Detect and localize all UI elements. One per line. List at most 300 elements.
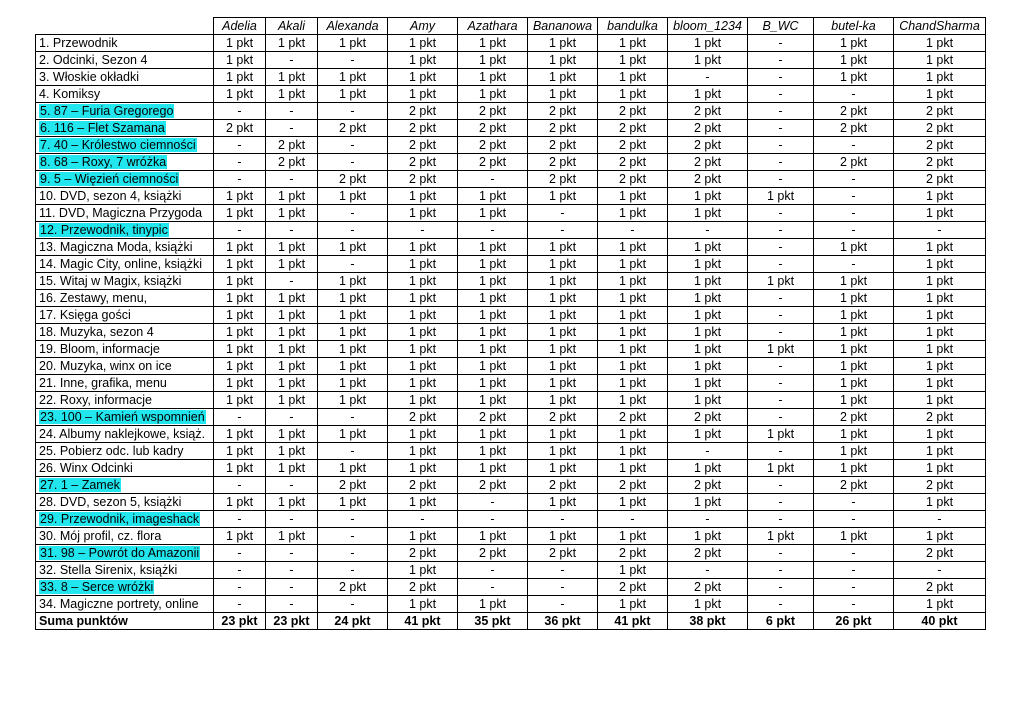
score-cell: 1 pkt xyxy=(528,69,598,86)
score-cell: 2 pkt xyxy=(214,120,266,137)
sum-label: Suma punktów xyxy=(36,613,214,630)
score-cell: - xyxy=(814,596,894,613)
score-cell: 1 pkt xyxy=(814,460,894,477)
table-row xyxy=(36,443,986,460)
column-header: Amy xyxy=(388,18,458,35)
row-label: 23. 100 – Kamień wspomnień xyxy=(40,410,205,424)
score-cell: - xyxy=(318,205,388,222)
score-cell: 1 pkt xyxy=(214,443,266,460)
score-cell: 1 pkt xyxy=(458,341,528,358)
score-cell: - xyxy=(318,52,388,69)
score-cell: 1 pkt xyxy=(388,443,458,460)
score-cell: 2 pkt xyxy=(894,477,986,494)
score-cell: 1 pkt xyxy=(266,188,318,205)
score-cell: 1 pkt xyxy=(318,188,388,205)
score-cell: 2 pkt xyxy=(894,171,986,188)
row-label-cell xyxy=(36,545,214,562)
score-cell: 1 pkt xyxy=(388,375,458,392)
score-cell: - xyxy=(748,494,814,511)
row-label-cell xyxy=(36,171,214,188)
score-cell: 1 pkt xyxy=(598,239,668,256)
row-label-cell xyxy=(36,256,214,273)
score-cell: - xyxy=(814,171,894,188)
score-cell: 1 pkt xyxy=(388,324,458,341)
score-cell: 1 pkt xyxy=(814,239,894,256)
table-row xyxy=(36,69,986,86)
score-cell: - xyxy=(318,562,388,579)
score-cell: 1 pkt xyxy=(748,341,814,358)
score-cell: 1 pkt xyxy=(598,528,668,545)
score-cell: - xyxy=(318,596,388,613)
score-cell: 1 pkt xyxy=(598,443,668,460)
score-cell: 1 pkt xyxy=(598,273,668,290)
score-cell: - xyxy=(748,239,814,256)
score-cell: 1 pkt xyxy=(266,307,318,324)
row-label-cell xyxy=(36,222,214,239)
score-cell: 1 pkt xyxy=(388,273,458,290)
row-label: 33. 8 – Serce wróżki xyxy=(40,580,154,594)
sum-cell: 41 pkt xyxy=(598,613,668,630)
score-cell: - xyxy=(458,562,528,579)
score-cell: 1 pkt xyxy=(528,494,598,511)
score-cell: 1 pkt xyxy=(318,35,388,52)
table-row xyxy=(36,239,986,256)
score-cell: 1 pkt xyxy=(598,35,668,52)
score-cell: 1 pkt xyxy=(214,256,266,273)
score-cell: 1 pkt xyxy=(388,52,458,69)
row-label-cell xyxy=(36,494,214,511)
score-cell: 1 pkt xyxy=(814,307,894,324)
score-cell: 1 pkt xyxy=(528,358,598,375)
score-cell: 2 pkt xyxy=(598,171,668,188)
row-label-cell xyxy=(36,392,214,409)
row-label: 24. Albumy naklejkowe, książ. xyxy=(39,427,206,441)
score-cell: 1 pkt xyxy=(814,528,894,545)
sum-cell: 24 pkt xyxy=(318,613,388,630)
score-cell: 1 pkt xyxy=(528,256,598,273)
score-cell: 2 pkt xyxy=(388,103,458,120)
column-header: ChandSharma xyxy=(894,18,986,35)
score-cell: 1 pkt xyxy=(318,358,388,375)
score-cell: 1 pkt xyxy=(318,307,388,324)
score-cell: - xyxy=(458,579,528,596)
score-cell: - xyxy=(814,494,894,511)
score-cell: 1 pkt xyxy=(598,256,668,273)
score-cell: 1 pkt xyxy=(528,52,598,69)
score-cell: 2 pkt xyxy=(598,103,668,120)
row-label-cell xyxy=(36,86,214,103)
score-cell: 1 pkt xyxy=(598,86,668,103)
row-label: 32. Stella Sirenix, książki xyxy=(39,563,178,577)
row-label-cell xyxy=(36,273,214,290)
row-label-cell xyxy=(36,511,214,528)
score-cell: 2 pkt xyxy=(668,103,748,120)
score-cell: 1 pkt xyxy=(528,239,598,256)
row-label-cell xyxy=(36,460,214,477)
row-label: 27. 1 – Zamek xyxy=(40,478,120,492)
score-cell: 1 pkt xyxy=(598,460,668,477)
score-cell: 1 pkt xyxy=(266,375,318,392)
score-cell: - xyxy=(894,222,986,239)
score-cell: 1 pkt xyxy=(458,205,528,222)
row-label-cell xyxy=(36,290,214,307)
table-row xyxy=(36,596,986,613)
score-cell: 1 pkt xyxy=(668,358,748,375)
row-label: 18. Muzyka, sezon 4 xyxy=(39,325,154,339)
table-row xyxy=(36,273,986,290)
score-cell: 1 pkt xyxy=(598,358,668,375)
score-cell: 1 pkt xyxy=(668,426,748,443)
score-cell: 1 pkt xyxy=(894,239,986,256)
score-cell: 2 pkt xyxy=(388,154,458,171)
score-cell: 1 pkt xyxy=(266,239,318,256)
row-label-cell xyxy=(36,358,214,375)
score-cell: - xyxy=(814,256,894,273)
score-cell: 1 pkt xyxy=(598,52,668,69)
table-row xyxy=(36,324,986,341)
column-header: bandulka xyxy=(598,18,668,35)
score-cell: - xyxy=(748,545,814,562)
score-cell: 2 pkt xyxy=(528,409,598,426)
score-cell: 1 pkt xyxy=(388,307,458,324)
score-cell: 2 pkt xyxy=(668,409,748,426)
score-cell: 1 pkt xyxy=(458,290,528,307)
row-label-cell xyxy=(36,69,214,86)
score-cell: - xyxy=(748,358,814,375)
score-cell: 1 pkt xyxy=(668,256,748,273)
score-cell: 1 pkt xyxy=(458,358,528,375)
score-cell: 1 pkt xyxy=(388,256,458,273)
score-cell: - xyxy=(214,562,266,579)
score-cell: 1 pkt xyxy=(598,375,668,392)
score-cell: 1 pkt xyxy=(214,239,266,256)
row-label: 29. Przewodnik, imageshack xyxy=(40,512,200,526)
score-cell: 1 pkt xyxy=(528,460,598,477)
score-cell: 1 pkt xyxy=(388,239,458,256)
row-label-cell xyxy=(36,324,214,341)
score-cell: 1 pkt xyxy=(598,494,668,511)
row-label: 10. DVD, sezon 4, książki xyxy=(39,189,182,203)
score-cell: - xyxy=(814,511,894,528)
column-header: Bananowa xyxy=(528,18,598,35)
score-cell: - xyxy=(266,477,318,494)
score-cell: - xyxy=(266,52,318,69)
score-cell: - xyxy=(748,375,814,392)
score-cell: - xyxy=(214,103,266,120)
score-cell: - xyxy=(748,511,814,528)
score-cell: 1 pkt xyxy=(318,239,388,256)
sum-row xyxy=(36,613,986,630)
row-label-cell xyxy=(36,409,214,426)
sum-cell: 6 pkt xyxy=(748,613,814,630)
score-cell: 1 pkt xyxy=(814,35,894,52)
score-cell: - xyxy=(266,511,318,528)
score-cell: 1 pkt xyxy=(214,273,266,290)
score-cell: 1 pkt xyxy=(814,443,894,460)
score-cell: 2 pkt xyxy=(814,154,894,171)
score-cell: 1 pkt xyxy=(528,86,598,103)
score-cell: 2 pkt xyxy=(528,477,598,494)
score-cell: 2 pkt xyxy=(814,103,894,120)
table-row xyxy=(36,52,986,69)
score-cell: 2 pkt xyxy=(388,409,458,426)
score-cell: 1 pkt xyxy=(266,358,318,375)
score-cell: 1 pkt xyxy=(214,341,266,358)
row-label: 14. Magic City, online, książki xyxy=(39,257,203,271)
score-cell: 1 pkt xyxy=(668,239,748,256)
score-cell: 1 pkt xyxy=(894,528,986,545)
score-cell: - xyxy=(748,222,814,239)
score-cell: 1 pkt xyxy=(214,528,266,545)
score-cell: 2 pkt xyxy=(528,154,598,171)
table-row xyxy=(36,579,986,596)
score-cell: - xyxy=(266,596,318,613)
score-cell: - xyxy=(748,256,814,273)
score-cell: 1 pkt xyxy=(458,596,528,613)
score-cell: 1 pkt xyxy=(388,460,458,477)
score-cell: 1 pkt xyxy=(894,273,986,290)
score-cell: - xyxy=(814,188,894,205)
score-cell: - xyxy=(528,596,598,613)
score-cell: - xyxy=(814,86,894,103)
row-label: 5. 87 – Furia Gregorego xyxy=(40,104,174,118)
score-cell: 1 pkt xyxy=(266,443,318,460)
row-label-cell xyxy=(36,562,214,579)
score-cell: 2 pkt xyxy=(894,545,986,562)
table-row xyxy=(36,188,986,205)
score-cell: 1 pkt xyxy=(668,341,748,358)
score-cell: 1 pkt xyxy=(894,188,986,205)
score-cell: - xyxy=(214,545,266,562)
score-cell: 1 pkt xyxy=(266,205,318,222)
sum-cell: 41 pkt xyxy=(388,613,458,630)
score-cell: - xyxy=(318,545,388,562)
score-cell: 1 pkt xyxy=(214,460,266,477)
score-cell: 1 pkt xyxy=(214,35,266,52)
score-cell: 2 pkt xyxy=(598,137,668,154)
row-label: 30. Mój profil, cz. flora xyxy=(39,529,162,543)
score-cell: - xyxy=(214,579,266,596)
score-cell: - xyxy=(266,562,318,579)
score-cell: - xyxy=(814,562,894,579)
score-cell: 1 pkt xyxy=(318,341,388,358)
score-cell: 1 pkt xyxy=(388,528,458,545)
score-cell: 1 pkt xyxy=(214,188,266,205)
score-cell: 1 pkt xyxy=(894,358,986,375)
score-cell: - xyxy=(894,511,986,528)
score-cell: - xyxy=(528,562,598,579)
row-label: 9. 5 – Więzień ciemności xyxy=(40,172,179,186)
score-cell: 1 pkt xyxy=(214,426,266,443)
score-cell: - xyxy=(748,86,814,103)
score-cell: 1 pkt xyxy=(668,52,748,69)
row-label: 17. Księga gości xyxy=(39,308,131,322)
score-cell: - xyxy=(748,205,814,222)
score-cell: 1 pkt xyxy=(388,358,458,375)
score-cell: 1 pkt xyxy=(748,188,814,205)
score-cell: 1 pkt xyxy=(814,69,894,86)
score-cell: 1 pkt xyxy=(214,375,266,392)
score-cell: - xyxy=(214,409,266,426)
score-cell: - xyxy=(598,511,668,528)
score-cell: 1 pkt xyxy=(598,392,668,409)
score-cell: - xyxy=(748,69,814,86)
score-cell: 1 pkt xyxy=(266,290,318,307)
table-row xyxy=(36,358,986,375)
score-cell: - xyxy=(668,511,748,528)
score-cell: 2 pkt xyxy=(598,120,668,137)
row-label: 13. Magiczna Moda, książki xyxy=(39,240,193,254)
score-cell: 1 pkt xyxy=(318,494,388,511)
score-cell: 2 pkt xyxy=(318,120,388,137)
score-cell: 1 pkt xyxy=(214,358,266,375)
score-cell: 1 pkt xyxy=(528,35,598,52)
score-cell: 1 pkt xyxy=(214,86,266,103)
score-cell: - xyxy=(458,511,528,528)
score-cell: 1 pkt xyxy=(528,341,598,358)
score-cell: 1 pkt xyxy=(458,392,528,409)
score-cell: 1 pkt xyxy=(668,596,748,613)
score-cell: 1 pkt xyxy=(214,205,266,222)
score-cell: 1 pkt xyxy=(458,528,528,545)
header-row xyxy=(36,18,986,35)
score-cell: 1 pkt xyxy=(528,392,598,409)
score-cell: 1 pkt xyxy=(894,375,986,392)
score-cell: 2 pkt xyxy=(668,477,748,494)
score-cell: 1 pkt xyxy=(748,426,814,443)
score-cell: 1 pkt xyxy=(668,375,748,392)
sum-cell: 26 pkt xyxy=(814,613,894,630)
score-cell: - xyxy=(458,494,528,511)
score-cell: 1 pkt xyxy=(458,86,528,103)
score-cell: 2 pkt xyxy=(894,103,986,120)
score-cell: 1 pkt xyxy=(668,307,748,324)
score-cell: 1 pkt xyxy=(458,52,528,69)
table-row xyxy=(36,392,986,409)
score-cell: - xyxy=(318,528,388,545)
score-cell: - xyxy=(528,205,598,222)
row-label: 26. Winx Odcinki xyxy=(39,461,133,475)
score-cell: 1 pkt xyxy=(748,273,814,290)
score-sheet xyxy=(35,17,986,630)
row-label: 7. 40 – Królestwo ciemności xyxy=(40,138,196,152)
score-cell: 1 pkt xyxy=(894,392,986,409)
score-cell: - xyxy=(748,103,814,120)
table-row xyxy=(36,222,986,239)
row-label: 15. Witaj w Magix, książki xyxy=(39,274,182,288)
score-cell: 1 pkt xyxy=(266,426,318,443)
score-cell: - xyxy=(214,477,266,494)
row-label: 22. Roxy, informacje xyxy=(39,393,153,407)
score-cell: 2 pkt xyxy=(814,409,894,426)
score-cell: 2 pkt xyxy=(668,154,748,171)
table-row xyxy=(36,154,986,171)
column-header: Azathara xyxy=(458,18,528,35)
score-cell: 1 pkt xyxy=(894,52,986,69)
score-cell: - xyxy=(318,222,388,239)
sum-cell: 38 pkt xyxy=(668,613,748,630)
score-cell: 1 pkt xyxy=(598,426,668,443)
score-cell: 1 pkt xyxy=(668,494,748,511)
score-cell: 1 pkt xyxy=(458,460,528,477)
score-cell: 2 pkt xyxy=(318,477,388,494)
score-cell: 1 pkt xyxy=(528,375,598,392)
score-cell: 2 pkt xyxy=(668,171,748,188)
row-label: 3. Włoskie okładki xyxy=(39,70,140,84)
score-cell: 1 pkt xyxy=(266,460,318,477)
table-row xyxy=(36,290,986,307)
column-header: bloom_1234 xyxy=(668,18,748,35)
score-cell: - xyxy=(528,511,598,528)
score-cell: 1 pkt xyxy=(528,324,598,341)
score-cell: 1 pkt xyxy=(528,273,598,290)
score-cell: 1 pkt xyxy=(388,562,458,579)
score-cell: 1 pkt xyxy=(894,460,986,477)
score-cell: 1 pkt xyxy=(598,290,668,307)
score-cell: 2 pkt xyxy=(598,579,668,596)
score-cell: 1 pkt xyxy=(668,188,748,205)
score-cell: 2 pkt xyxy=(668,579,748,596)
row-label: 2. Odcinki, Sezon 4 xyxy=(39,53,148,67)
row-label: 4. Komiksy xyxy=(39,87,101,101)
score-cell: 1 pkt xyxy=(598,562,668,579)
table-row xyxy=(36,171,986,188)
table-row xyxy=(36,494,986,511)
score-cell: 2 pkt xyxy=(458,137,528,154)
score-cell: 1 pkt xyxy=(388,426,458,443)
score-cell: - xyxy=(318,443,388,460)
score-cell: - xyxy=(318,137,388,154)
score-cell: 2 pkt xyxy=(814,120,894,137)
score-cell: 1 pkt xyxy=(458,273,528,290)
score-cell: 2 pkt xyxy=(388,120,458,137)
score-cell: - xyxy=(748,409,814,426)
score-cell: - xyxy=(458,222,528,239)
score-cell: 2 pkt xyxy=(458,120,528,137)
row-label-cell xyxy=(36,239,214,256)
row-label-cell xyxy=(36,188,214,205)
row-label-cell xyxy=(36,120,214,137)
row-label-cell xyxy=(36,307,214,324)
score-cell: 1 pkt xyxy=(214,494,266,511)
score-cell: 2 pkt xyxy=(894,579,986,596)
score-cell: - xyxy=(266,273,318,290)
row-label-cell xyxy=(36,579,214,596)
score-cell: - xyxy=(748,443,814,460)
score-cell: - xyxy=(266,171,318,188)
score-cell: 1 pkt xyxy=(668,273,748,290)
row-label: 16. Zestawy, menu, xyxy=(39,291,148,305)
score-cell: - xyxy=(748,35,814,52)
score-cell: 2 pkt xyxy=(668,545,748,562)
score-cell: - xyxy=(748,562,814,579)
score-cell: - xyxy=(814,579,894,596)
score-cell: - xyxy=(748,137,814,154)
score-cell: 1 pkt xyxy=(598,596,668,613)
score-cell: 1 pkt xyxy=(458,188,528,205)
score-cell: - xyxy=(214,511,266,528)
score-cell: 1 pkt xyxy=(388,596,458,613)
score-cell: 2 pkt xyxy=(598,409,668,426)
score-cell: 1 pkt xyxy=(814,375,894,392)
row-label: 21. Inne, grafika, menu xyxy=(39,376,167,390)
score-cell: 2 pkt xyxy=(266,137,318,154)
score-cell: - xyxy=(388,222,458,239)
score-cell: 1 pkt xyxy=(598,324,668,341)
score-cell: 1 pkt xyxy=(458,307,528,324)
score-cell: 1 pkt xyxy=(388,290,458,307)
score-cell: 1 pkt xyxy=(668,35,748,52)
